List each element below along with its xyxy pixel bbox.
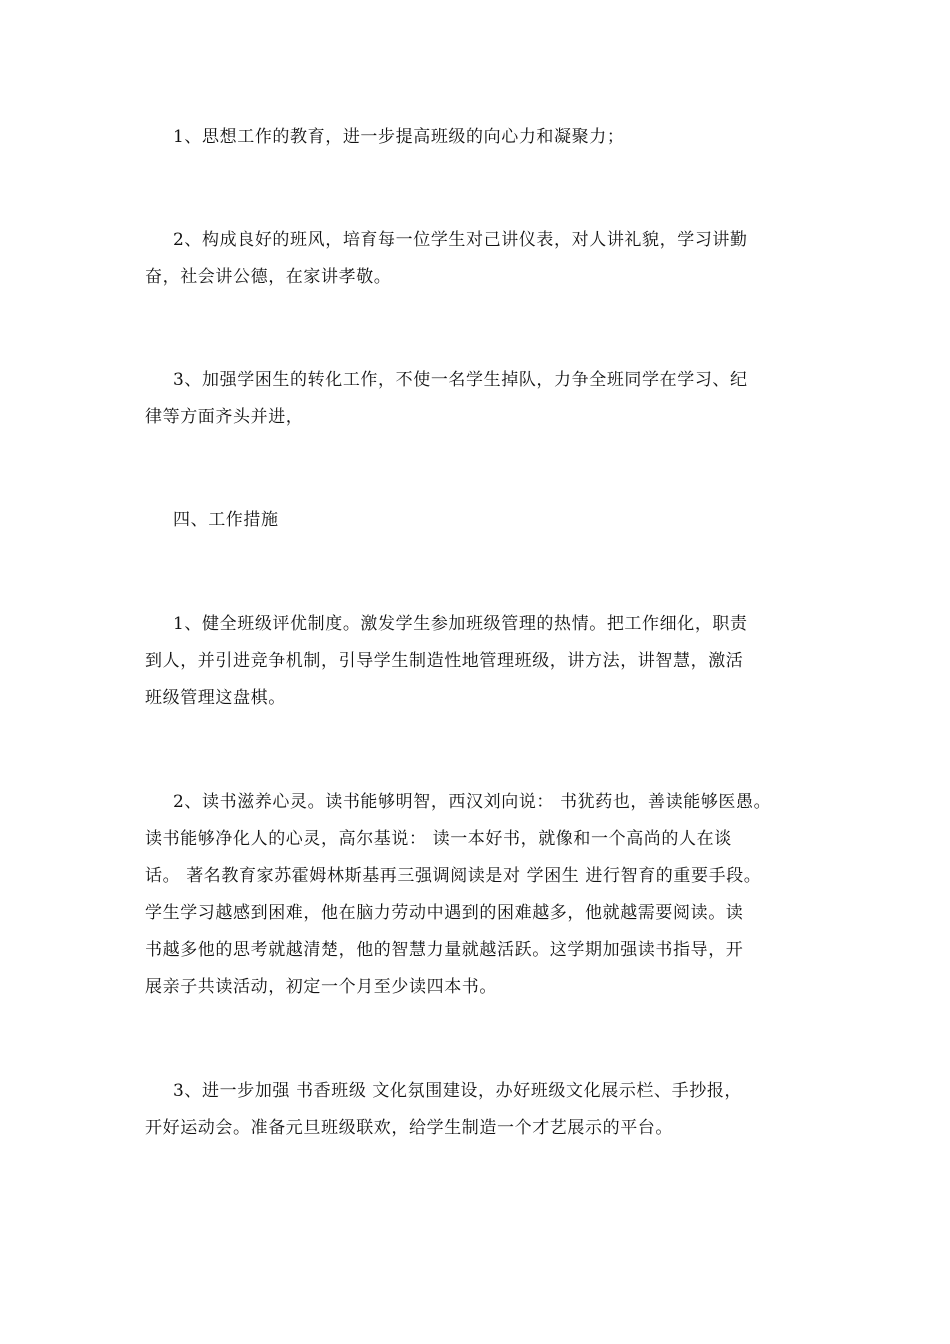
paragraph-2-line-1: 2、构成良好的班风，培育每一位学生对己讲仪表，对人讲礼貌，学习讲勤 — [173, 230, 748, 250]
paragraph-4-line-2: 到人，并引进竞争机制，引导学生制造性地管理班级，讲方法，讲智慧，激活 — [145, 651, 744, 671]
paragraph-5-line-4: 学生学习越感到困难，他在脑力劳动中遇到的困难越多，他就越需要阅读。读 — [145, 903, 744, 923]
paragraph-3-line-2: 律等方面齐头并进， — [145, 407, 304, 427]
paragraph-5-line-6: 展亲子共读活动，初定一个月至少读四本书。 — [145, 977, 497, 997]
paragraph-5-line-2: 读书能够净化人的心灵，高尔基说： 读一本好书，就像和一个高尚的人在谈 — [145, 829, 732, 849]
paragraph-5-line-5: 书越多他的思考就越清楚，他的智慧力量就越活跃。这学期加强读书指导，开 — [145, 940, 744, 960]
paragraph-2-line-2: 奋，社会讲公德，在家讲孝敬。 — [145, 267, 392, 287]
paragraph-4-line-1: 1、健全班级评优制度。激发学生参加班级管理的热情。把工作细化，职责 — [173, 614, 748, 634]
paragraph-5-line-1: 2、读书滋养心灵。读书能够明智，西汉刘向说： 书犹药也，善读能够医愚。 — [173, 792, 772, 812]
paragraph-5-line-3: 话。 著名教育家苏霍姆林斯基再三强调阅读是对 学困生 进行智育的重要手段。 — [145, 866, 762, 886]
paragraph-4-line-3: 班级管理这盘棋。 — [145, 688, 286, 708]
section-heading: 四、工作措施 — [173, 510, 279, 530]
paragraph-1-line-1: 1、思想工作的教育，进一步提高班级的向心力和凝聚力； — [173, 127, 625, 147]
paragraph-3-line-1: 3、加强学困生的转化工作，不使一名学生掉队，力争全班同学在学习、纪 — [173, 370, 748, 390]
paragraph-6-line-2: 开好运动会。准备元旦班级联欢，给学生制造一个才艺展示的平台。 — [145, 1118, 673, 1138]
paragraph-6-line-1: 3、进一步加强 书香班级 文化氛围建设，办好班级文化展示栏、手抄报， — [173, 1081, 743, 1101]
